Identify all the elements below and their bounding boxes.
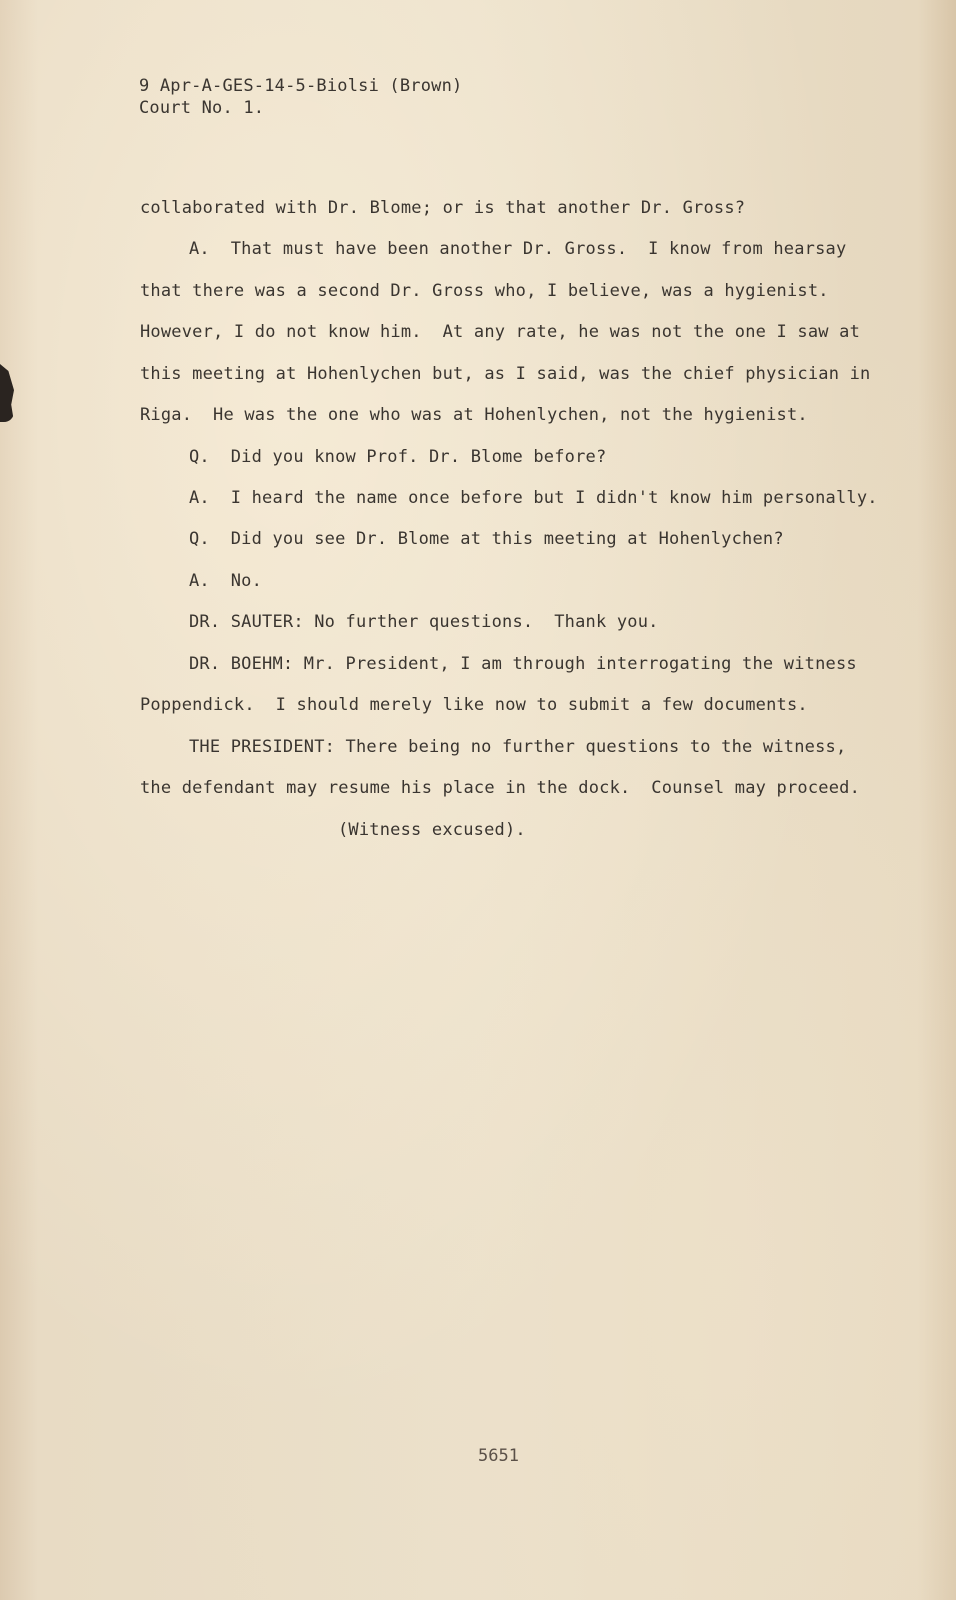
boehm-line-1: DR. BOEHM: Mr. President, I am through interrogating the witness bbox=[189, 654, 857, 674]
page-edge-mark bbox=[0, 364, 14, 422]
question-line-2: Q. Did you see Dr. Blome at this meeting at Hohenlychen? bbox=[189, 529, 784, 549]
president-line-1: THE PRESIDENT: There being no further questions to the witness, bbox=[189, 737, 847, 757]
page-number: 5651 bbox=[478, 1446, 519, 1466]
header-line-1: 9 Apr-A-GES-14-5-Biolsi (Brown) bbox=[139, 76, 463, 96]
witness-excused-line: (Witness excused). bbox=[338, 820, 526, 840]
body-line-3: that there was a second Dr. Gross who, I believe, was a hygienist. bbox=[140, 281, 829, 301]
answer-line-2: A. No. bbox=[189, 571, 263, 591]
sauter-line: DR. SAUTER: No further questions. Thank you. bbox=[189, 612, 659, 632]
body-line-4: However, I do not know him. At any rate, he was not the one I saw at bbox=[140, 322, 861, 342]
body-line-1: collaborated with Dr. Blome; or is that another Dr. Gross? bbox=[140, 198, 746, 218]
body-line-2: A. That must have been another Dr. Gross. I know from hearsay bbox=[189, 239, 847, 259]
body-line-5: this meeting at Hohenlychen but, as I said, was the chief physician in bbox=[140, 364, 871, 384]
boehm-line-2: Poppendick. I should merely like now to submit a few documents. bbox=[140, 695, 808, 715]
question-line-1: Q. Did you know Prof. Dr. Blome before? bbox=[189, 447, 607, 467]
header-line-2: Court No. 1. bbox=[139, 98, 265, 118]
president-line-2: the defendant may resume his place in the dock. Counsel may proceed. bbox=[140, 778, 861, 798]
body-line-6: Riga. He was the one who was at Hohenlychen, not the hygienist. bbox=[140, 405, 808, 425]
answer-line-1: A. I heard the name once before but I didn't know him personally. bbox=[189, 488, 878, 508]
